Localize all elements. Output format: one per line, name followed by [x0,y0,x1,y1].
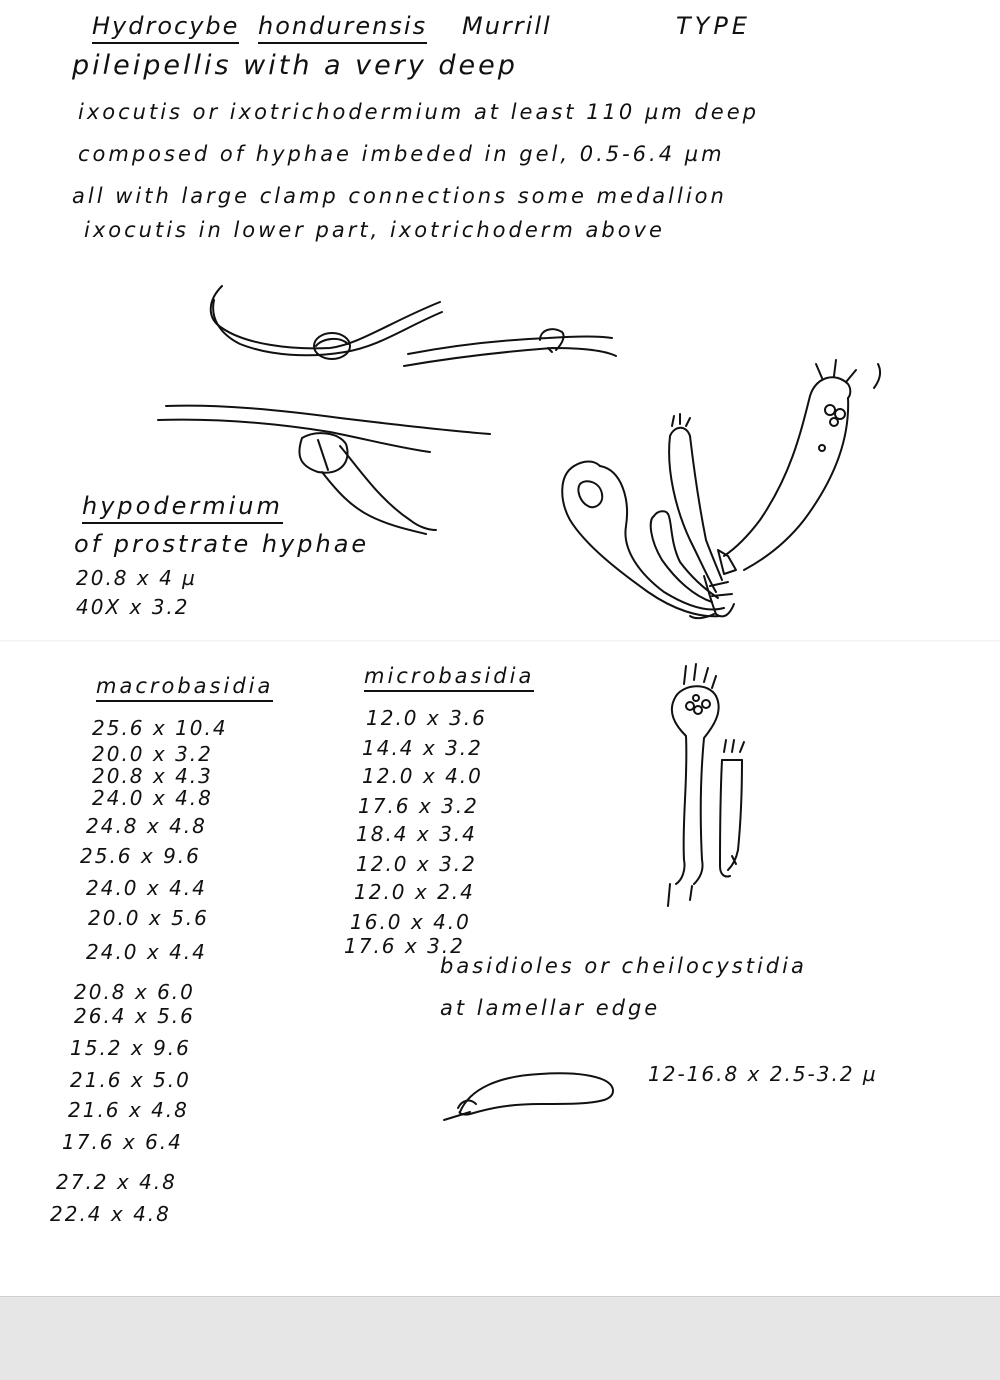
basidia-cluster-sketch [562,360,880,618]
list-item: 12.0 x 3.6 [366,706,487,730]
list-item: 20.8 x 4.3 [92,764,213,788]
list-item: 24.8 x 4.8 [86,814,207,838]
microbasidia-heading: microbasidia [364,664,534,692]
basidioles-size: 12-16.8 x 2.5-3.2 µ [648,1062,878,1086]
clamp-hypha-sketch-3 [158,406,490,534]
list-item: 24.0 x 4.4 [86,876,207,900]
list-item: 18.4 x 3.4 [356,822,477,846]
list-item: 24.0 x 4.8 [92,786,213,810]
list-item: 12.0 x 3.2 [356,852,477,876]
list-item: 12.0 x 2.4 [354,880,475,904]
scanner-bed-strip [0,1296,1000,1380]
hypodermium-measurement-2: 40X x 3.2 [76,595,190,619]
list-item: 15.2 x 9.6 [70,1036,191,1060]
hypodermium-heading: hypodermium [82,492,283,524]
list-item: 21.6 x 5.0 [70,1068,191,1092]
pileipellis-line-3: composed of hyphae imbeded in gel, 0.5-6.4 µm [78,142,725,166]
list-item: 25.6 x 9.6 [80,844,201,868]
list-item: 17.6 x 6.4 [62,1130,183,1154]
list-item: 14.4 x 3.2 [362,736,483,760]
list-item: 17.6 x 3.2 [358,794,479,818]
species-epithet: hondurensis [258,12,427,44]
clamp-hypha-sketch-1 [211,286,442,359]
list-item: 20.0 x 5.6 [88,906,209,930]
hypodermium-description: of prostrate hyphae [74,530,370,558]
pileipellis-line-1: pileipellis with a very deep [72,50,518,81]
list-item: 26.4 x 5.6 [74,1004,195,1028]
paper-fold-line [0,640,1000,642]
list-item: 21.6 x 4.8 [68,1098,189,1122]
list-item: 27.2 x 4.8 [56,1170,177,1194]
list-item: 20.0 x 3.2 [92,742,213,766]
type-label: TYPE [676,12,751,40]
pileipellis-line-4: all with large clamp connections some medallion [72,184,727,208]
basidioles-line-2: at lamellar edge [440,996,661,1020]
basidioles-line-1: basidioles or cheilocystidia [440,954,807,978]
list-item: 17.6 x 3.2 [344,934,465,958]
list-item: 16.0 x 4.0 [350,910,471,934]
macrobasidia-heading: macrobasidia [96,674,273,702]
list-item: 22.4 x 4.8 [50,1202,171,1226]
hypodermium-measurement-1: 20.8 x 4 µ [76,566,197,590]
list-item: 24.0 x 4.4 [86,940,207,964]
basidiole-sketch [444,1073,613,1120]
list-item: 25.6 x 10.4 [92,716,228,740]
microbasidium-sketch [668,664,744,906]
genus-name: Hydrocybe [92,12,239,44]
list-item: 20.8 x 6.0 [74,980,195,1004]
pileipellis-line-5: ixocutis in lower part, ixotrichoderm above [84,218,665,242]
clamp-hypha-sketch-2 [404,329,616,366]
list-item: 12.0 x 4.0 [362,764,483,788]
pileipellis-line-2: ixocutis or ixotrichodermium at least 110 µm deep [78,100,759,124]
author-name: Murrill [462,12,552,40]
